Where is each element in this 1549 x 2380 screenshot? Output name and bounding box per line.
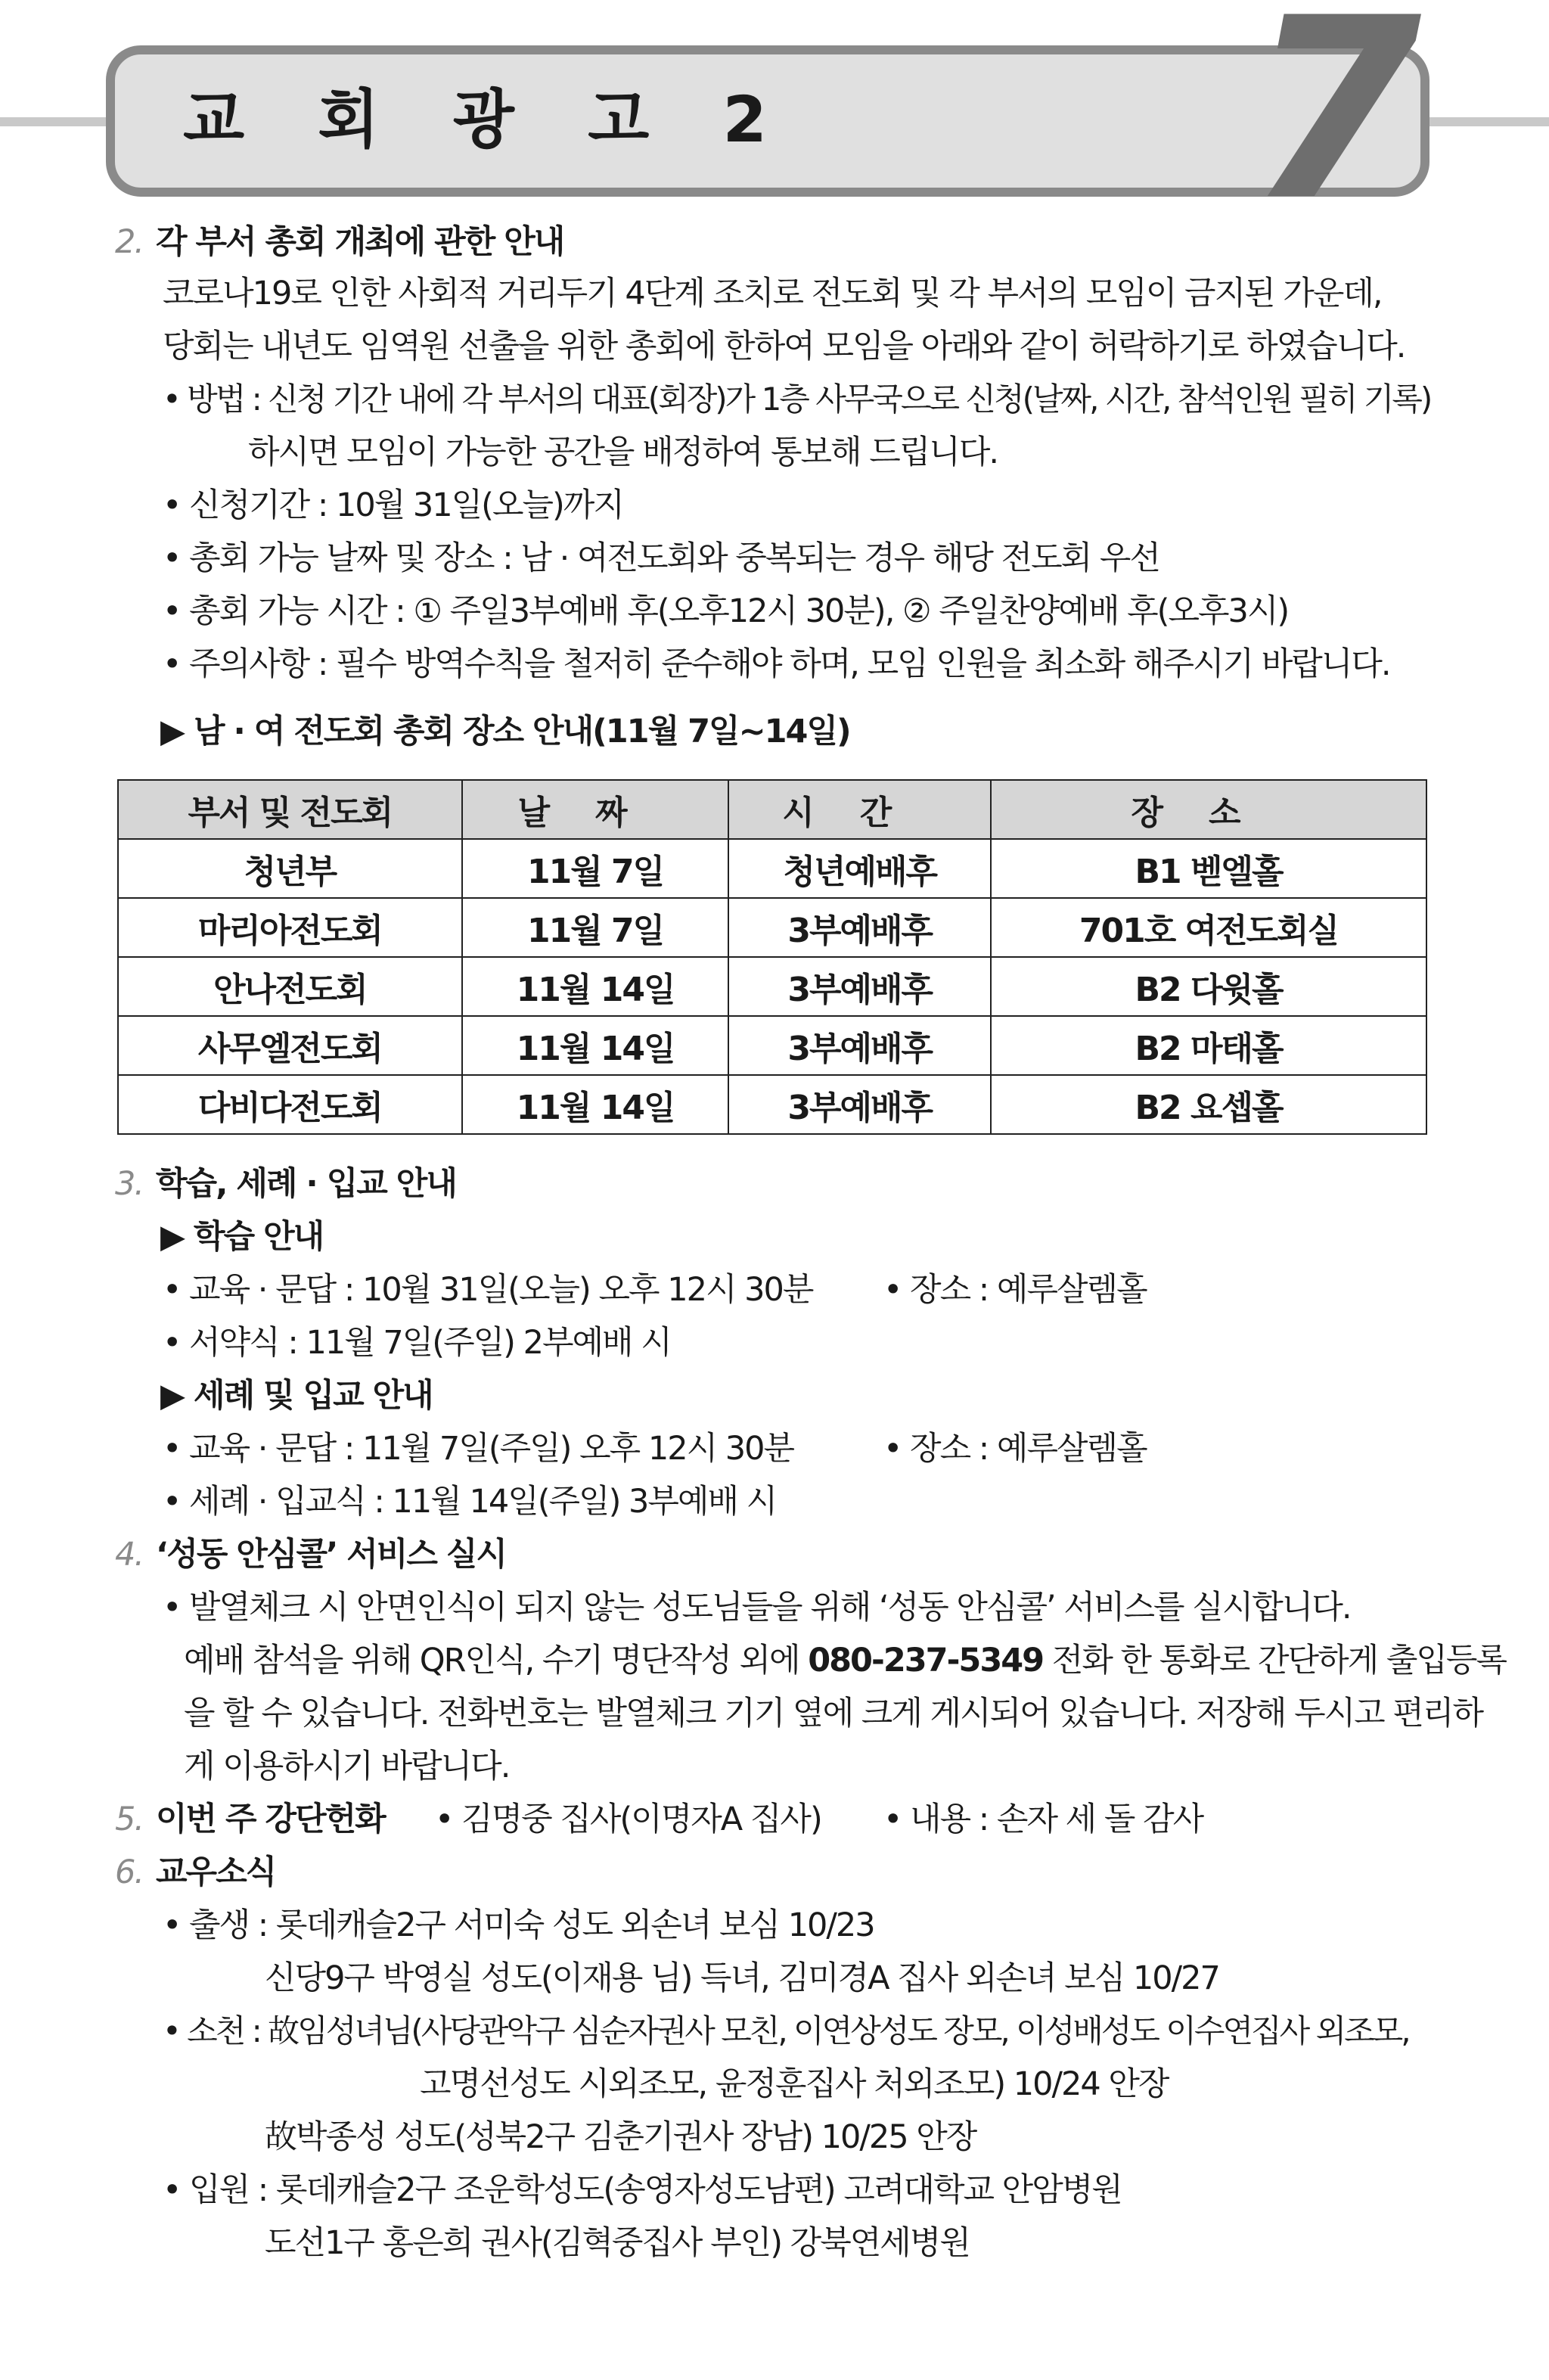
news-death-cont: 故박종성 성도(성북2구 김춘기권사 장남) 10/25 안장: [265, 2118, 976, 2156]
table-row: [118, 1075, 1426, 1134]
header-line-left: [0, 117, 106, 126]
cell-time: 3부예배후: [728, 898, 990, 957]
section-6-heading: [115, 1850, 275, 1895]
cell-dept: 안나전도회: [118, 957, 462, 1016]
bullet-method-cont: 하시면 모임이 가능한 공간을 배정하여 통보해 드립니다.: [248, 433, 998, 471]
news-death: • 소천 : 故임성녀님(사당관악구 심순자권사 모친, 이연상성도 장모, 이성배성도 이수연집사 외조모,: [163, 2012, 1409, 2049]
section-title: 각 부서 총회 개최에 관한 안내: [156, 223, 564, 261]
learning-oath: • 서약식 : 11월 7일(주일) 2부예배 시: [163, 1324, 671, 1362]
bullet-place: • 총회 가능 날짜 및 장소 : 남 · 여전도회와 중복되는 경우 해당 전도회 우선: [163, 539, 1159, 577]
cell-place: B1 벧엘홀: [991, 839, 1426, 898]
section-3-heading: [115, 1161, 456, 1207]
section-4-heading: [115, 1532, 506, 1577]
page-title: 교 회 광 고 2: [183, 82, 793, 157]
cell-date: 11월 14일: [462, 1016, 729, 1075]
cell-dept: 마리아전도회: [118, 898, 462, 957]
news-hospital-cont: 도선1구 홍은희 권사(김혁중집사 부인) 강북연세병원: [265, 2224, 970, 2262]
news-death-cont: 고명선성도 시외조모, 윤정훈집사 처외조모) 10/24 안장: [420, 2065, 1169, 2103]
cell-place: B2 마태홀: [991, 1016, 1426, 1075]
cell-place: 701호 여전도회실: [991, 898, 1426, 957]
section-5-heading: [115, 1797, 385, 1842]
ansimcall-text: 전화 한 통화로 간단하게 출입등록: [1043, 1642, 1506, 1679]
cell-dept: 사무엘전도회: [118, 1016, 462, 1075]
section-2-heading: [115, 219, 563, 265]
page-number: 7: [1248, 0, 1414, 255]
section-title: 학습, 세례 · 입교 안내: [156, 1165, 456, 1203]
subheading-learning: ▶ 학습 안내: [160, 1218, 324, 1256]
section-title: ‘성동 안심콜’ 서비스 실시: [156, 1536, 506, 1574]
col-header-date: 날짜: [462, 780, 729, 839]
intro-line: 당회는 내년도 임역원 선출을 위한 총회에 한하여 모임을 아래와 같이 허락하기로 하였습니다.: [163, 328, 1405, 365]
ansimcall-line: [184, 1638, 1506, 1683]
cell-place: B2 요셉홀: [991, 1075, 1426, 1134]
section-title: 교우소식: [156, 1853, 276, 1891]
col-header-place: 장소: [991, 780, 1426, 839]
ansimcall-line: • 발열체크 시 안면인식이 되지 않는 성도님들을 위해 ‘성동 안심콜’ 서비스를 실시합니다.: [163, 1589, 1351, 1627]
intro-line: 코로나19로 인한 사회적 거리두기 4단계 조치로 전도회 및 각 부서의 모임이 금지된 가운데,: [163, 275, 1382, 312]
bullet-period: • 신청기간 : 10월 31일(오늘)까지: [163, 486, 623, 524]
table-row: [118, 898, 1426, 957]
ansimcall-line: 을 할 수 있습니다. 전화번호는 발열체크 기기 옆에 크게 게시되어 있습니다. 저장해 두시고 편리하: [184, 1695, 1483, 1732]
cell-time: 3부예배후: [728, 1075, 990, 1134]
cell-dept: 청년부: [118, 839, 462, 898]
table-row: [118, 839, 1426, 898]
col-header-time: 시간: [728, 780, 990, 839]
section-number: 6.: [115, 1853, 144, 1891]
cell-date: 11월 14일: [462, 957, 729, 1016]
ansimcall-phone: 080-237-5349: [808, 1642, 1044, 1679]
baptism-education: • 교육 · 문답 : 11월 7일(주일) 오후 12시 30분: [163, 1430, 794, 1468]
ansimcall-line: 게 이용하시기 바랍니다.: [184, 1748, 510, 1785]
news-birth-cont: 신당9구 박영실 성도(이재용 님) 득녀, 김미경A 집사 외손녀 보심 10/27: [265, 1959, 1219, 1997]
table-row: [118, 1016, 1426, 1075]
cell-place: B2 다윗홀: [991, 957, 1426, 1016]
col-header-dept: 부서 및 전도회: [118, 780, 462, 839]
cell-date: 11월 7일: [462, 898, 729, 957]
cell-time: 3부예배후: [728, 1016, 990, 1075]
cell-dept: 다비다전도회: [118, 1075, 462, 1134]
learning-place: • 장소 : 예루살렘홀: [883, 1271, 1147, 1309]
table-title: ▶ 남 · 여 전도회 총회 장소 안내(11월 7일~14일): [160, 713, 850, 750]
cell-time: 청년예배후: [728, 839, 990, 898]
section-number: 5.: [115, 1801, 144, 1838]
header-line-right: [1429, 117, 1549, 126]
subheading-baptism: ▶ 세례 및 입교 안내: [160, 1377, 433, 1415]
bullet-caution: • 주의사항 : 필수 방역수칙을 철저히 준수해야 하며, 모임 인원을 최소화 해주시기 바랍니다.: [163, 645, 1390, 683]
cell-time: 3부예배후: [728, 957, 990, 1016]
news-hospital: • 입원 : 롯데캐슬2구 조운학성도(송영자성도남편) 고려대학교 안암병원: [163, 2171, 1122, 2209]
section-number: 3.: [115, 1165, 144, 1203]
ansimcall-text: 예배 참석을 위해 QR인식, 수기 명단작성 외에: [184, 1642, 809, 1679]
baptism-place: • 장소 : 예루살렘홀: [883, 1430, 1147, 1468]
flower-content: • 내용 : 손자 세 돌 감사: [883, 1801, 1203, 1838]
table-row: [118, 957, 1426, 1016]
schedule-table: [117, 779, 1427, 1135]
baptism-ceremony: • 세례 · 입교식 : 11월 14일(주일) 3부예배 시: [163, 1483, 777, 1521]
bullet-time: • 총회 가능 시간 : ① 주일3부예배 후(오후12시 30분), ② 주일찬양예배 후(오후3시): [163, 592, 1289, 630]
cell-date: 11월 7일: [462, 839, 729, 898]
flower-donor: • 김명중 집사(이명자A 집사): [435, 1801, 821, 1838]
section-number: 4.: [115, 1536, 144, 1574]
cell-date: 11월 14일: [462, 1075, 729, 1134]
news-birth: • 출생 : 롯데캐슬2구 서미숙 성도 외손녀 보심 10/23: [163, 1906, 874, 1944]
section-title: 이번 주 강단헌화: [156, 1801, 385, 1838]
table-header-row: [118, 780, 1426, 839]
learning-education: • 교육 · 문답 : 10월 31일(오늘) 오후 12시 30분: [163, 1271, 813, 1309]
bullet-method: • 방법 : 신청 기간 내에 각 부서의 대표(회장)가 1층 사무국으로 신청(날짜, 시간, 참석인원 필히 기록): [163, 381, 1431, 418]
section-number: 2.: [115, 223, 144, 261]
